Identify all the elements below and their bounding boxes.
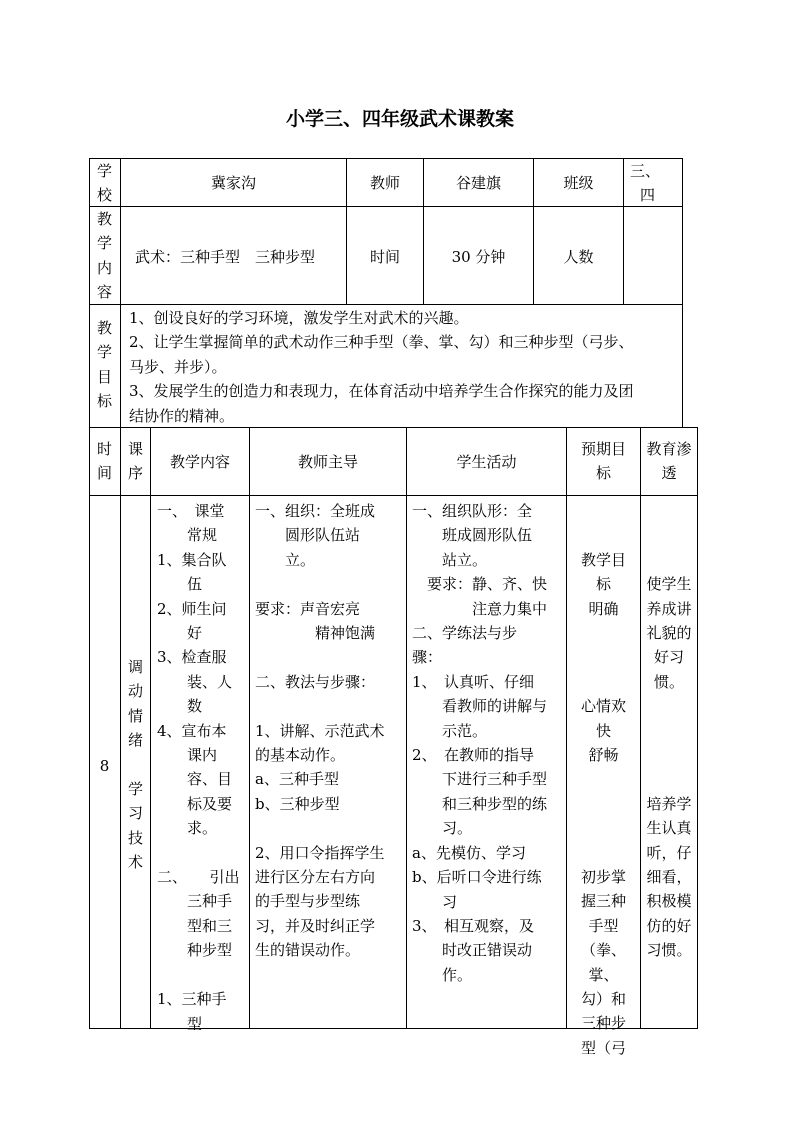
line: 惯。: [653, 672, 684, 691]
line: 舒畅: [588, 745, 619, 764]
line: [567, 816, 640, 840]
line: 一、 课堂: [157, 502, 225, 520]
line: 积极模: [646, 892, 692, 911]
line: 站立。: [412, 550, 488, 569]
line: 习: [412, 892, 458, 911]
line: 勾）和: [580, 989, 626, 1008]
line: 握三种: [580, 892, 626, 911]
row-edu: [641, 499, 697, 963]
line: 习: [127, 804, 143, 823]
line: [255, 572, 405, 596]
line: 教学目: [580, 550, 626, 569]
line: 和三种步型的练: [412, 794, 548, 813]
school-value: 冀家沟: [210, 174, 256, 192]
line: [567, 767, 640, 791]
line: 一、组织：全班成: [255, 502, 376, 520]
row-goal: [567, 499, 640, 1060]
line: 情: [127, 706, 143, 725]
line: 动: [127, 682, 143, 701]
rule-class-val-col: [623, 158, 624, 304]
line: 养成讲: [646, 599, 692, 618]
line: （拳、: [580, 941, 626, 960]
line: [641, 499, 697, 523]
line: 要求：静、齐、快: [412, 575, 548, 594]
line: 1、 认真听、仔细: [412, 672, 535, 691]
line: 术: [127, 853, 143, 872]
line: 好: [157, 624, 203, 643]
line: 习。: [412, 819, 473, 838]
line: 1、讲解、示范武术: [255, 721, 385, 740]
line: 仿的好: [646, 916, 692, 935]
line: 好习: [653, 648, 684, 667]
line: [567, 499, 640, 523]
line: 听，仔: [646, 843, 692, 862]
line: [255, 645, 405, 669]
line: [567, 621, 640, 645]
line: 型（弓: [580, 1038, 626, 1057]
line: 立。: [255, 550, 316, 569]
col-content: 教学内容: [169, 453, 230, 471]
line: [641, 548, 697, 572]
class-value: 三、 四: [630, 162, 661, 205]
line: [567, 523, 640, 547]
line: 初步掌: [580, 867, 626, 886]
line: 4、宣布本: [157, 721, 227, 740]
line: 一、组织队形：全: [412, 502, 533, 520]
time-label: 时间: [369, 248, 400, 266]
rule-right-upper: [682, 158, 683, 427]
rule-right-lower: [697, 427, 698, 1028]
line: [121, 753, 150, 777]
rule-order-col: [150, 427, 151, 1028]
line: 手型: [588, 916, 619, 935]
line: 要求：声音宏亮: [255, 599, 361, 618]
line: 1、集合队: [157, 550, 227, 569]
row-order: [121, 655, 150, 875]
line: a、三种手型: [255, 770, 339, 789]
line: 学: [127, 780, 143, 799]
col-time: 时 间: [96, 440, 112, 483]
objectives-text: 1、创设良好的学习环境，激发学生对武术的兴趣。 2、让学生掌握简单的武术动作三种手型（拳、掌、勾）和三种步型（弓步、 马步、并步）。 3、发展学生的创造力和表现力，在体育活动中培养学生合作探究的能力及团 结协作的精神。: [129, 309, 634, 425]
line: 标及要: [157, 794, 233, 813]
line: 常规: [157, 526, 218, 545]
line: 下进行三种手型: [412, 770, 548, 789]
content-label: 教 学 内 容: [96, 210, 112, 302]
line: 三种步: [580, 1014, 626, 1033]
teacher-value: 谷建旗: [455, 174, 501, 192]
line: 标: [595, 575, 611, 594]
line: 求。: [157, 819, 218, 838]
line: 技: [127, 828, 143, 847]
rule-content: [89, 304, 683, 305]
line: 三种手: [157, 892, 233, 911]
line: 礼貌的: [646, 623, 692, 642]
line: 数: [157, 697, 203, 716]
line: [567, 670, 640, 694]
line: 习惯。: [646, 941, 692, 960]
rule-header: [89, 206, 683, 207]
line: 骤：: [412, 648, 443, 667]
line: 使学生: [646, 575, 692, 594]
line: 生认真: [646, 819, 692, 838]
col-goal: 预期目 标: [580, 440, 626, 483]
row-activity: [412, 499, 565, 987]
line: 3、 相互观察，及: [412, 916, 535, 935]
count-label: 人数: [563, 248, 594, 266]
line: [157, 963, 249, 987]
line: [255, 816, 405, 840]
line: 班成圆形队伍: [412, 526, 533, 545]
line: 看教师的讲解与: [412, 697, 548, 716]
line: 课内: [157, 746, 218, 765]
time-value: 30 分钟: [451, 248, 506, 266]
line: [641, 523, 697, 547]
rule-content-col: [249, 427, 250, 1028]
line: 型和三: [157, 916, 233, 935]
line: 二、学练法与步: [412, 624, 518, 643]
line: 精神饱满: [255, 624, 376, 643]
line: [641, 719, 697, 743]
rule-columns: [89, 495, 698, 496]
objectives-label: 教 学 目 标: [96, 319, 112, 411]
line: 的手型与步型练: [255, 892, 361, 911]
line: 2、用口令指挥学生: [255, 843, 385, 862]
line: 注意力集中: [412, 599, 548, 618]
line: [641, 767, 697, 791]
teacher-label: 教师: [369, 174, 400, 192]
line: [157, 841, 249, 865]
line: 二、教法与步骤：: [255, 672, 376, 691]
col-edu: 教育渗 透: [646, 440, 692, 483]
line: 型: [157, 1014, 203, 1033]
line: 心情欢: [580, 697, 626, 716]
line: 3、检查服: [157, 648, 227, 667]
line: 时改正错误动: [412, 941, 533, 960]
line: a、先模仿、学习: [412, 843, 526, 862]
line: 习，并及时纠正学: [255, 916, 376, 935]
line: 作。: [412, 965, 473, 984]
line: [567, 841, 640, 865]
line: 细看，: [646, 867, 692, 886]
rule-guide-col: [406, 427, 407, 1028]
line: 绪: [127, 731, 143, 750]
line: 2、师生问: [157, 599, 227, 618]
line: 掌、: [588, 965, 619, 984]
line: 明确: [588, 599, 619, 618]
line: 进行区分左右方向: [255, 868, 376, 887]
line: [567, 645, 640, 669]
line: 1、三种手: [157, 990, 227, 1009]
page-title: 小学三、四年级武术课教案: [285, 108, 514, 130]
rule-top: [89, 158, 683, 159]
line: 生的错误动作。: [255, 941, 361, 960]
line: 二、 引出: [157, 868, 240, 887]
col-activity: 学生活动: [456, 453, 517, 471]
line: [641, 743, 697, 767]
class-label: 班级: [563, 174, 594, 192]
line: 培养学: [646, 794, 692, 813]
row-time: 8: [99, 757, 110, 775]
line: 容、目: [157, 770, 233, 789]
line: 2、 在教师的指导: [412, 746, 535, 765]
line: 调: [127, 658, 143, 676]
line: [255, 694, 405, 718]
line: [567, 792, 640, 816]
line: b、后听口令进行练: [412, 868, 542, 887]
line: 示范。: [412, 721, 488, 740]
col-guide: 教师主导: [297, 453, 358, 471]
line: b、三种步型: [255, 794, 340, 813]
line: 的基本动作。: [255, 746, 346, 765]
row-content: [157, 499, 249, 1036]
line: [641, 694, 697, 718]
school-label: 学 校: [96, 162, 112, 205]
content-value: 武术：三种手型 三种步型: [135, 248, 316, 266]
col-order: 课 序: [127, 440, 143, 483]
row-guide: [255, 499, 405, 963]
line: 快: [595, 721, 611, 740]
rule-label-col: [120, 158, 121, 427]
line: 种步型: [157, 941, 233, 960]
line: 装、人: [157, 672, 233, 691]
line: 伍: [157, 575, 203, 594]
line: 圆形队伍站: [255, 526, 361, 545]
